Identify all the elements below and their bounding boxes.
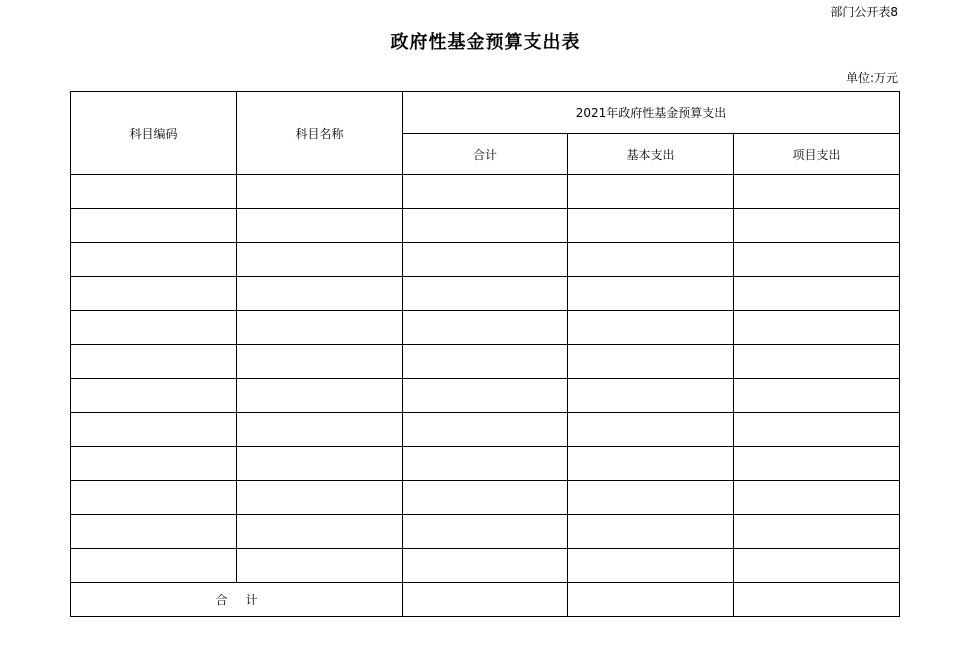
- table-cell-project: [734, 413, 900, 447]
- total-label-text: 合计: [215, 593, 276, 607]
- table-cell-code: [71, 413, 237, 447]
- table-cell-basic: [568, 277, 734, 311]
- col-header-group-title: 2021年政府性基金预算支出: [403, 92, 900, 134]
- table-cell-project: [734, 277, 900, 311]
- table-cell-code: [71, 243, 237, 277]
- table-cell-total: [403, 175, 568, 209]
- table-cell-name: [237, 379, 403, 413]
- total-row: [71, 583, 900, 617]
- total-row-basic: [568, 583, 734, 617]
- table-row: [71, 379, 900, 413]
- table-cell-basic: [568, 345, 734, 379]
- table-cell-basic: [568, 515, 734, 549]
- table-cell-project: [734, 379, 900, 413]
- table-cell-code: [71, 209, 237, 243]
- unit-label: 单位:万元: [845, 71, 898, 85]
- table-row: [71, 447, 900, 481]
- table-cell-basic: [568, 243, 734, 277]
- table-cell-total: [403, 549, 568, 583]
- table-cell-project: [734, 345, 900, 379]
- table-row: [71, 175, 900, 209]
- table-cell-total: [403, 345, 568, 379]
- table-cell-name: [237, 345, 403, 379]
- table-row: [71, 481, 900, 515]
- table-cell-code: [71, 481, 237, 515]
- col-header-project: 项目支出: [734, 134, 900, 175]
- total-row-total: [403, 583, 568, 617]
- budget-table: [70, 91, 900, 617]
- table-cell-basic: [568, 311, 734, 345]
- table-cell-basic: [568, 413, 734, 447]
- page-title: 政府性基金预算支出表: [390, 32, 581, 53]
- total-row-project: [734, 583, 900, 617]
- table-cell-basic: [568, 481, 734, 515]
- table-row: [71, 413, 900, 447]
- table-cell-project: [734, 549, 900, 583]
- table-cell-total: [403, 277, 568, 311]
- table-cell-project: [734, 515, 900, 549]
- form-code: 部门公开表8: [830, 5, 898, 19]
- table-cell-project: [734, 311, 900, 345]
- total-row-label: [71, 583, 403, 617]
- table-row: [71, 549, 900, 583]
- table-cell-name: [237, 413, 403, 447]
- table-cell-total: [403, 379, 568, 413]
- table-cell-code: [71, 549, 237, 583]
- table-cell-project: [734, 447, 900, 481]
- col-header-subject-code: 科目编码: [71, 92, 237, 175]
- table-cell-basic: [568, 209, 734, 243]
- table-row: [71, 277, 900, 311]
- table-cell-total: [403, 481, 568, 515]
- table-cell-total: [403, 311, 568, 345]
- table-cell-project: [734, 209, 900, 243]
- table-body: [71, 175, 900, 583]
- table-cell-basic: [568, 379, 734, 413]
- table-cell-total: [403, 413, 568, 447]
- table-cell-basic: [568, 175, 734, 209]
- table-cell-name: [237, 175, 403, 209]
- table-cell-basic: [568, 549, 734, 583]
- table-cell-name: [237, 311, 403, 345]
- table-cell-total: [403, 447, 568, 481]
- table-cell-name: [237, 481, 403, 515]
- col-header-total: 合计: [403, 134, 568, 175]
- col-header-basic: 基本支出: [568, 134, 734, 175]
- table-cell-name: [237, 243, 403, 277]
- table-cell-name: [237, 515, 403, 549]
- table-cell-basic: [568, 447, 734, 481]
- table-cell-name: [237, 277, 403, 311]
- table-row: [71, 515, 900, 549]
- table-cell-code: [71, 175, 237, 209]
- table-cell-project: [734, 243, 900, 277]
- table-cell-name: [237, 447, 403, 481]
- table-cell-name: [237, 549, 403, 583]
- table-row: [71, 311, 900, 345]
- table-row: [71, 345, 900, 379]
- table-cell-code: [71, 447, 237, 481]
- table-cell-code: [71, 515, 237, 549]
- table-cell-code: [71, 277, 237, 311]
- table-cell-total: [403, 209, 568, 243]
- table-cell-total: [403, 515, 568, 549]
- table-row: [71, 209, 900, 243]
- table-cell-name: [237, 209, 403, 243]
- table-cell-project: [734, 481, 900, 515]
- table-row: [71, 243, 900, 277]
- table-cell-code: [71, 311, 237, 345]
- table-cell-code: [71, 379, 237, 413]
- table-cell-project: [734, 175, 900, 209]
- table-cell-total: [403, 243, 568, 277]
- table-cell-code: [71, 345, 237, 379]
- col-header-subject-name: 科目名称: [237, 92, 403, 175]
